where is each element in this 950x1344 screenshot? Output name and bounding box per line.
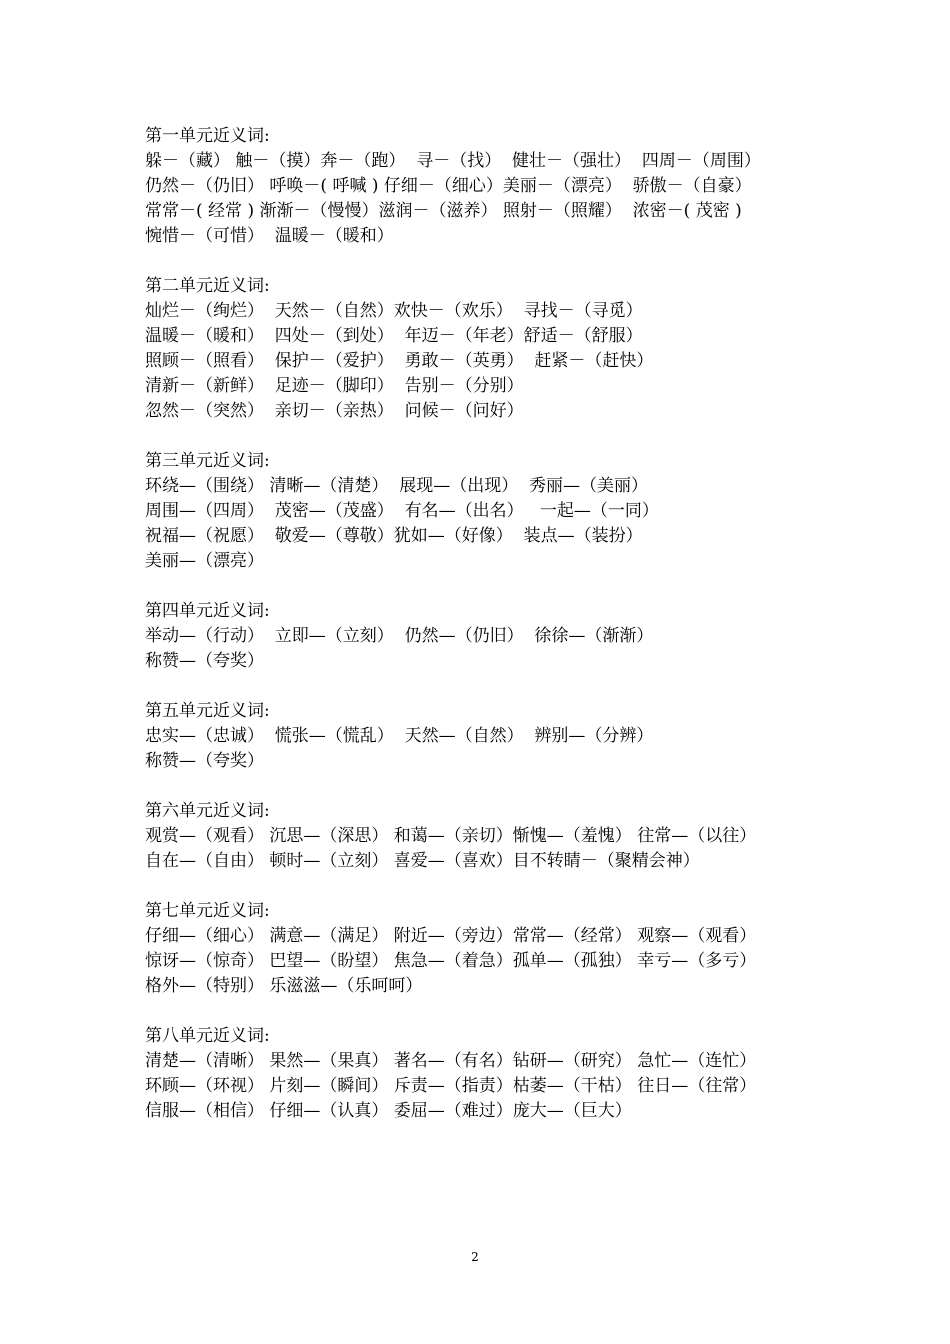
section-heading: 第四单元近义词: (145, 601, 270, 621)
synonym-line: 美丽—（漂亮） (145, 551, 264, 571)
unit-8-section (145, 1024, 845, 1124)
unit-4-section (145, 599, 845, 674)
section-heading: 第七单元近义词: (145, 901, 270, 921)
synonym-line: 格外—（特别） 乐滋滋—（乐呵呵） (145, 976, 423, 996)
synonym-line: 称赞—（夸奖） (145, 651, 264, 671)
synonym-line: 清新－（新鲜） 足迹－（脚印） 告别－（分别） (145, 376, 524, 396)
synonym-line: 仔细—（细心） 满意—（满足） 附近—（旁边）常常—（经常） 观察—（观看） (145, 926, 757, 946)
unit-6-section (145, 799, 845, 874)
synonym-line: 举动—（行动） 立即—（立刻） 仍然—（仍旧） 徐徐—（渐渐） (145, 626, 654, 646)
synonym-line: 自在—（自由） 顿时—（立刻） 喜爱—（喜欢）目不转睛－（聚精会神） (145, 851, 700, 871)
synonym-line: 祝福—（祝愿） 敬爱—（尊敬）犹如—（好像） 装点—（装扮） (145, 526, 643, 546)
synonym-line: 惋惜－（可惜） 温暖－（暖和） (145, 226, 394, 246)
section-heading: 第八单元近义词: (145, 1026, 270, 1046)
synonym-line: 躲－（藏） 触－（摸）奔－（跑） 寻－（找） 健壮－（强壮） 四周－（周围） (145, 151, 761, 171)
section-heading: 第五单元近义词: (145, 701, 270, 721)
page-number: 2 (471, 1250, 479, 1264)
section-heading: 第三单元近义词: (145, 451, 270, 471)
section-heading: 第二单元近义词: (145, 276, 270, 296)
synonym-line: 常常－( 经常 ) 渐渐－（慢慢）滋润－（滋养） 照射－（照耀） 浓密－( 茂密 ) (145, 201, 742, 221)
synonym-line: 周围—（四周） 茂密—（茂盛） 有名—（出名） 一起—（一同） (145, 501, 659, 521)
unit-3-section (145, 449, 845, 574)
unit-7-section (145, 899, 845, 999)
synonym-line: 信服—（相信） 仔细—（认真） 委屈—（难过）庞大—（巨大） (145, 1101, 632, 1121)
unit-5-section (145, 699, 845, 774)
synonym-line: 仍然－（仍旧） 呼唤－( 呼喊 ) 仔细－（细心）美丽－（漂亮） 骄傲－（自豪） (145, 176, 752, 196)
synonym-line: 清楚—（清晰） 果然—（果真） 著名—（有名）钻研—（研究） 急忙—（连忙） (145, 1051, 757, 1071)
synonym-line: 忽然－（突然） 亲切－（亲热） 问候－（问好） (145, 401, 524, 421)
synonym-line: 照顾－（照看） 保护－（爱护） 勇敢－（英勇） 赶紧－（赶快） (145, 351, 654, 371)
synonym-line: 忠实—（忠诚） 慌张—（慌乱） 天然—（自然） 辨别—（分辨） (145, 726, 654, 746)
synonym-line: 环顾—（环视） 片刻—（瞬间） 斥责—（指责）枯萎—（干枯） 往日—（往常） (145, 1076, 757, 1096)
synonym-line: 温暖－（暖和） 四处－（到处） 年迈－（年老）舒适－（舒服） (145, 326, 643, 346)
synonym-line: 灿烂－（绚烂） 天然－（自然）欢快－（欢乐） 寻找－（寻觅） (145, 301, 643, 321)
synonym-line: 环绕—（围绕） 清晰—（清楚） 展现—（出现） 秀丽—（美丽） (145, 476, 649, 496)
synonym-line: 观赏—（观看） 沉思—（深思） 和蔼—（亲切）惭愧—（羞愧） 往常—（以往） (145, 826, 757, 846)
section-heading: 第六单元近义词: (145, 801, 270, 821)
section-heading: 第一单元近义词: (145, 126, 270, 146)
synonym-line: 惊讶—（惊奇） 巴望—（盼望） 焦急—（着急）孤单—（孤独） 幸亏—（多亏） (145, 951, 757, 971)
synonym-line: 称赞—（夸奖） (145, 751, 264, 771)
unit-1-section (145, 124, 845, 249)
page-content (145, 124, 845, 1124)
unit-2-section (145, 274, 845, 424)
